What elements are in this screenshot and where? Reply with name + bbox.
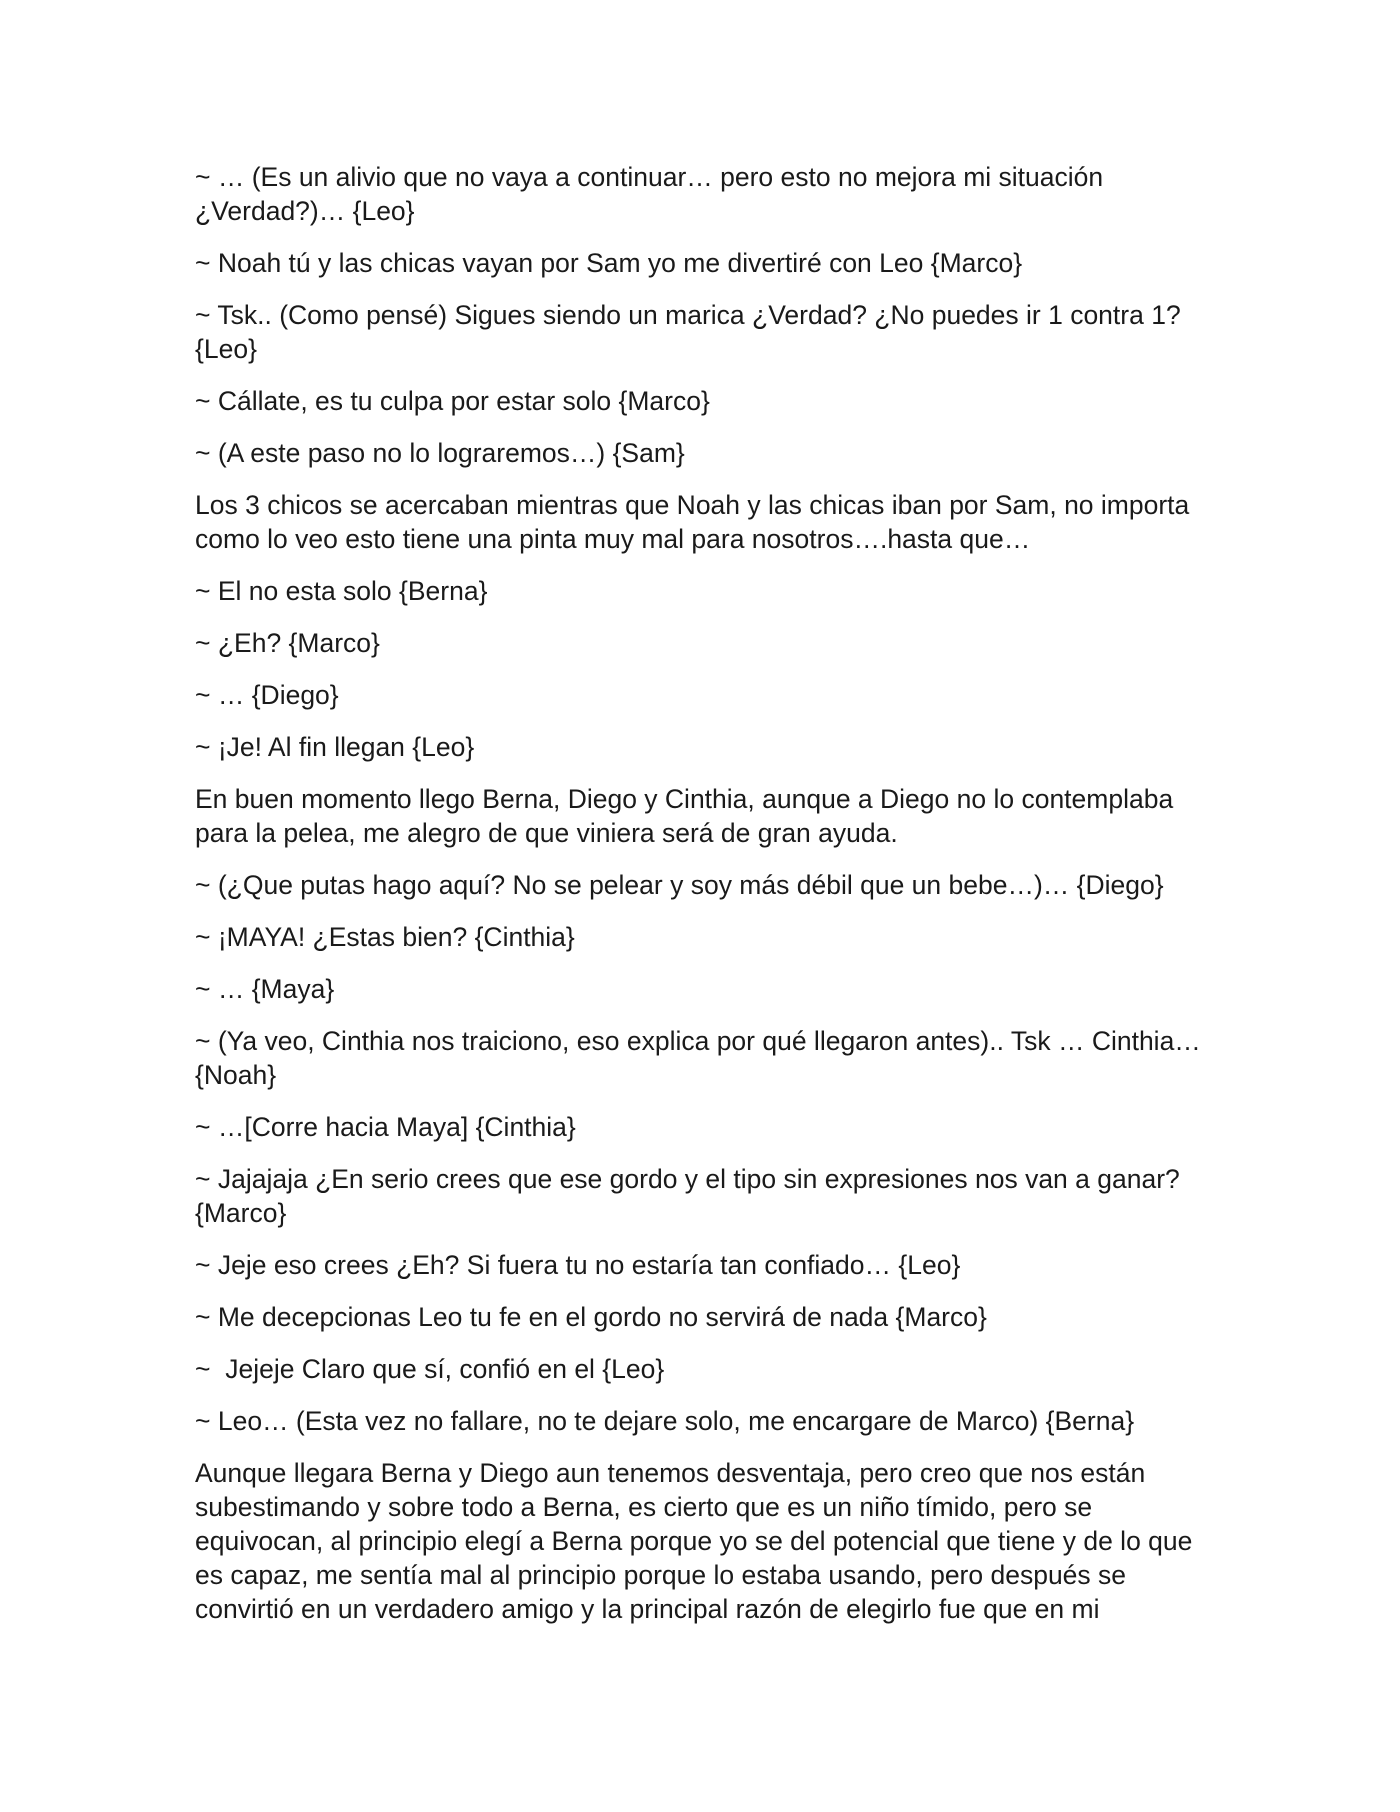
dialogue-line: ~ El no esta solo {Berna} [195,576,488,606]
dialogue-line: ~ Jejeje Claro que sí, confió en el {Leo} [195,1354,665,1384]
dialogue-line: ~ Jajajaja ¿En serio crees que ese gordo y el tipo sin expresiones nos van a ganar? {Marco} [195,1164,1188,1228]
narration-paragraph: En buen momento llego Berna, Diego y Cinthia, aunque a Diego no lo contemplaba para la pelea, me alegro de que viniera será de gran ayuda. [195,784,1181,848]
dialogue-line: ~ ¿Eh? {Marco} [195,628,380,658]
dialogue-line: ~ Jeje eso crees ¿Eh? Si fuera tu no estaría tan confiado… {Leo} [195,1250,961,1280]
dialogue-line: ~ (¿Que putas hago aquí? No se pelear y soy más débil que un bebe…)… {Diego} [195,870,1164,900]
dialogue-line: ~ …[Corre hacia Maya] {Cinthia} [195,1112,576,1142]
dialogue-line: ~ Tsk.. (Como pensé) Sigues siendo un marica ¿Verdad? ¿No puedes ir 1 contra 1? {Leo} [195,300,1189,364]
dialogue-line: ~ Me decepcionas Leo tu fe en el gordo no servirá de nada {Marco} [195,1302,987,1332]
dialogue-line: ~ ¡Je! Al fin llegan {Leo} [195,732,475,762]
dialogue-line: ~ … {Maya} [195,974,335,1004]
dialogue-line: ~ (Ya veo, Cinthia nos traiciono, eso explica por qué llegaron antes).. Tsk … Cinthia… {Noah} [195,1026,1209,1090]
dialogue-line: ~ (A este paso no lo lograremos…) {Sam} [195,438,685,468]
dialogue-line: ~ ¡MAYA! ¿Estas bien? {Cinthia} [195,922,575,952]
dialogue-line: ~ Leo… (Esta vez no fallare, no te dejare solo, me encargare de Marco) {Berna} [195,1406,1135,1436]
dialogue-line: ~ Noah tú y las chicas vayan por Sam yo me divertiré con Leo {Marco} [195,248,1023,278]
document-body [195,160,1225,1644]
dialogue-line: ~ Cállate, es tu culpa por estar solo {Marco} [195,386,710,416]
dialogue-line: ~ … (Es un alivio que no vaya a continuar… pero esto no mejora mi situación ¿Verdad?)… {Leo} [195,162,1111,226]
dialogue-line: ~ … {Diego} [195,680,339,710]
narration-paragraph: Aunque llegara Berna y Diego aun tenemos desventaja, pero creo que nos están subestimando y sobre todo a Berna, es cierto que es un niño tímido, pero se equivocan, al principio elegí a Berna porque yo se del potencial que tiene y de lo que es capaz, me sentía mal al principio porque lo estaba usando, pero después se convirtió en un verdadero amigo y la principal razón de elegirlo fue que en mi [195,1458,1200,1624]
narration-paragraph: Los 3 chicos se acercaban mientras que Noah y las chicas iban por Sam, no importa como lo veo esto tiene una pinta muy mal para nosotros….hasta que… [195,490,1197,554]
